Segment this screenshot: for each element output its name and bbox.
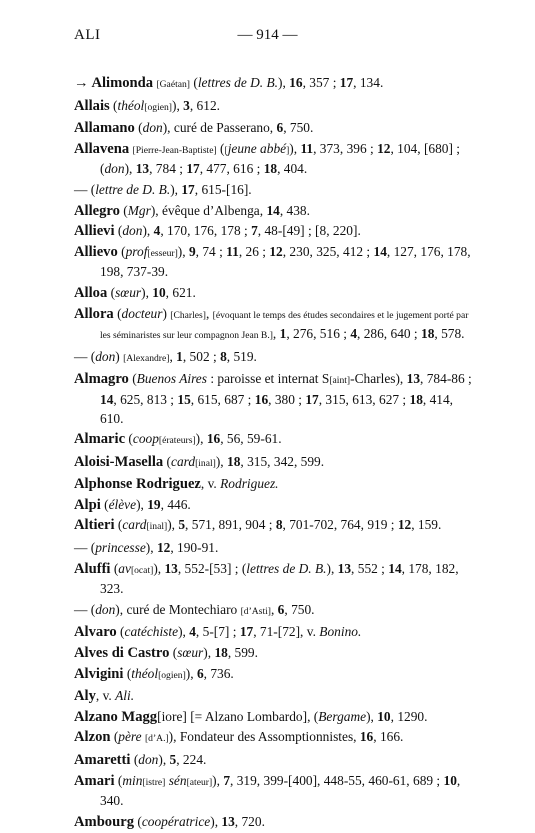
entry-text: ), — [136, 496, 148, 512]
entry-text: , 720. — [234, 813, 265, 829]
italic-text: don — [95, 601, 116, 617]
entry-text: , 178, 182, 323. — [100, 560, 459, 597]
entry-text: , 612. — [189, 97, 220, 113]
volume-number: 17 — [339, 75, 354, 90]
entry-text: ( — [107, 284, 116, 300]
entry-text: , 373, 396 ; — [313, 140, 378, 156]
headword: Aluffi — [74, 560, 111, 577]
italic-text: prof — [125, 243, 148, 259]
entry-text: ), — [124, 161, 136, 177]
italic-text: don — [95, 348, 116, 364]
small-text: [ateur] — [186, 776, 213, 788]
volume-number: 7 — [223, 772, 231, 788]
volume-number: 6 — [196, 665, 204, 681]
entry-text: , 502 ; — [182, 348, 221, 364]
italic-text: élève — [108, 496, 137, 512]
entry-text: , — [272, 326, 280, 342]
italic-text: av — [118, 560, 131, 576]
entry-text: , 621. — [165, 284, 196, 300]
volume-number: 8 — [220, 348, 227, 364]
index-entry — [74, 496, 476, 515]
entry-text: ( — [123, 665, 132, 681]
volume-number: 12 — [377, 140, 391, 156]
italic-text: jeune abbé — [227, 140, 287, 156]
headword: Alves di Castro — [74, 645, 170, 662]
entry-text: , v. — [95, 688, 116, 704]
volume-number: 18 — [421, 326, 435, 342]
volume-number: 7 — [251, 223, 258, 239]
volume-number: 18 — [263, 161, 278, 177]
entry-text: ), évêque d’Albenga, — [150, 202, 267, 218]
italic-text: sén — [168, 772, 187, 788]
entry-text: , 170, 176, 178 ; — [160, 223, 252, 239]
headword: Ambourg — [74, 813, 134, 830]
volume-number: 14 — [373, 243, 387, 259]
volume-number: 6 — [276, 120, 284, 136]
entry-text: ), — [366, 708, 378, 724]
volume-number: 12 — [269, 243, 283, 259]
entry-text: ), — [158, 752, 170, 767]
volume-number: 18 — [227, 453, 241, 469]
volume-number: 4 — [350, 326, 358, 342]
headword: Amari — [74, 772, 115, 789]
section-header: ALI — [74, 27, 101, 43]
volume-number: 13 — [135, 161, 150, 177]
entry-text: ( — [114, 223, 123, 239]
italic-text: don — [142, 120, 163, 136]
small-text: [d’A.] — [144, 733, 169, 745]
index-entry — [74, 475, 476, 494]
index-entry — [74, 623, 476, 642]
italic-text: docteur — [121, 305, 163, 321]
entry-text: , 404. — [277, 161, 308, 177]
italic-text: coop — [132, 431, 159, 447]
entry-text: ), — [210, 813, 222, 829]
headword: Allais — [74, 97, 110, 114]
entry-text: ( — [114, 772, 123, 788]
volume-number: 18 — [214, 645, 228, 661]
entry-text: , 784-86 ; — [420, 371, 472, 387]
entry-text: , 127, 176, 178, 198, 737-39. — [100, 243, 471, 280]
small-text: [érateurs] — [158, 435, 196, 447]
entry-text: , 230, 325, 412 ; — [282, 243, 374, 259]
entry-text: , 380 ; — [268, 391, 306, 407]
headword: Alimonda — [91, 75, 154, 91]
entry-text: , 319, 399-[400], 448-55, 460-61, 689 ; — [230, 772, 444, 788]
entry-text: -Charles), — [350, 371, 407, 387]
entry-text: , 1290. — [390, 708, 428, 724]
entry-text: , 519. — [226, 348, 257, 364]
italic-text: Rodriguez. — [220, 476, 279, 492]
entry-text: , 74 ; — [195, 243, 227, 259]
volume-number: 17 — [305, 391, 319, 407]
volume-number: 16 — [359, 729, 374, 745]
index-entry — [74, 665, 476, 686]
italic-text: Mgr — [127, 202, 151, 218]
volume-number: 8 — [275, 517, 283, 533]
entry-text: ), — [142, 223, 154, 239]
small-text: [inal] — [195, 457, 216, 469]
small-text: [Pierre-Jean-Baptiste] — [132, 144, 217, 156]
italic-text: sœur — [115, 284, 142, 300]
index-entry — [74, 140, 476, 179]
volume-number: 19 — [147, 496, 161, 512]
index-entry — [74, 202, 476, 221]
headword: Almagro — [74, 371, 129, 388]
volume-number: 3 — [183, 97, 190, 113]
index-entry — [74, 601, 476, 622]
italic-text: catéchiste — [124, 624, 179, 640]
volume-number: 17 — [239, 624, 254, 640]
entry-text: ) — [162, 305, 171, 321]
entry-text: , 750. — [283, 120, 314, 136]
entry-text: ), — [212, 772, 224, 788]
entry-text: , 159. — [411, 517, 442, 533]
entry-text: ( — [169, 645, 178, 661]
entry-text: ( — [130, 752, 139, 767]
volume-number: 14 — [100, 391, 114, 407]
volume-number: 6 — [277, 601, 285, 617]
entry-text: ( — [113, 305, 122, 321]
small-text: [ogien] — [158, 669, 186, 681]
index-entry — [74, 284, 476, 303]
entry-text: ( — [114, 517, 123, 533]
entry-text: ( — [128, 371, 137, 387]
volume-number: 11 — [226, 243, 239, 259]
entry-text: ), — [278, 75, 290, 90]
entry-text: , — [270, 601, 278, 617]
volume-number: 13 — [164, 560, 178, 576]
entry-text: , 315, 342, 599. — [240, 453, 325, 469]
entry-text: — ( — [74, 181, 96, 197]
index-entries — [74, 74, 476, 833]
italic-text: princesse — [95, 540, 146, 556]
entry-text: , 438. — [279, 202, 310, 218]
italic-text: Bonino. — [319, 624, 362, 640]
entry-text: , v. — [200, 476, 221, 492]
index-entry — [74, 453, 476, 474]
entry-text: , 446. — [160, 496, 191, 512]
volume-number: 5 — [169, 752, 177, 767]
index-entry — [74, 728, 476, 749]
entry-text: ), — [170, 181, 182, 197]
entry-text: ( — [134, 120, 143, 136]
entry-text: , 552-[53] ; ( — [177, 560, 247, 576]
entry-text: ( — [216, 140, 225, 156]
small-text: ] — [286, 144, 290, 156]
entry-text: , 750. — [284, 601, 315, 617]
index-entry — [74, 181, 476, 200]
volume-number: 10 — [152, 284, 166, 300]
entry-text: ( — [110, 560, 119, 576]
italic-text: card — [122, 517, 147, 533]
volume-number: 11 — [300, 140, 314, 156]
entry-text: , 276, 516 ; — [286, 326, 351, 342]
headword: Allavena — [74, 140, 130, 157]
entry-text: ) — [115, 348, 124, 364]
entry-text: ), — [177, 243, 189, 259]
italic-text: Buenos Aires — [136, 371, 207, 387]
entry-text: ), — [167, 517, 179, 533]
volume-number: 4 — [153, 223, 161, 239]
entry-text: ( — [117, 243, 126, 259]
headword: Allamano — [74, 120, 135, 137]
headword: Aly — [74, 688, 96, 705]
index-entry — [74, 97, 476, 118]
entry-text: , 784 ; — [149, 161, 187, 177]
entry-text: , 48-[49] ; [8, 220]. — [257, 223, 361, 239]
volume-number: 16 — [206, 431, 221, 447]
small-text: [Charles] — [170, 309, 206, 321]
volume-number: 17 — [181, 181, 195, 197]
small-text: [inal] — [146, 521, 168, 533]
volume-number: 15 — [177, 391, 191, 407]
entry-text: , 615, 687 ; — [190, 391, 255, 407]
small-text: [ogien] — [144, 101, 172, 113]
italic-text: lettres de D. B. — [246, 560, 327, 576]
volume-number: 17 — [186, 161, 200, 177]
entry-text: ( — [109, 97, 118, 113]
small-text: [évoquant le temps des études secondaires et le jugement porté par les séminaristes sur leur compagnon Jean B.] — [100, 309, 469, 342]
entry-text: — ( — [74, 540, 96, 556]
headword: Alpi — [74, 496, 101, 513]
italic-text: théol — [117, 97, 145, 113]
italic-text: théol — [131, 665, 159, 681]
entry-text: , 701-702, 764, 919 ; — [282, 517, 398, 533]
entry-text: , 71-[72], v. — [253, 624, 320, 640]
entry-text: ( — [190, 75, 198, 90]
index-entry — [74, 751, 476, 770]
entry-text: ( — [100, 496, 109, 512]
volume-number: 10 — [443, 772, 457, 788]
entry-text: , 552 ; — [351, 560, 389, 576]
small-text: [d’Asti] — [240, 605, 271, 617]
entry-text: ), — [326, 560, 338, 576]
headword: Alvaro — [74, 624, 117, 641]
entry-text: ( — [116, 624, 125, 640]
volume-number: 13 — [221, 813, 235, 829]
entry-text: ), — [289, 140, 301, 156]
entry-text: , — [169, 348, 177, 364]
entry-text: ), curé de Passerano, — [162, 120, 277, 136]
index-entry — [74, 370, 476, 428]
small-text: [aint] — [329, 375, 351, 387]
volume-number: 4 — [189, 624, 196, 640]
small-text: [ — [224, 144, 228, 156]
entry-text: ( — [125, 431, 133, 447]
volume-number: 1 — [279, 326, 287, 342]
volume-number: 12 — [397, 517, 412, 533]
headword: Alvigini — [74, 665, 124, 682]
entry-text: , 414, 610. — [100, 391, 454, 426]
entry-text: ( — [163, 453, 171, 469]
index-entry — [74, 644, 476, 663]
entry-text: : paroisse et internat S — [206, 371, 330, 387]
index-entry — [74, 74, 476, 95]
headword: Almaric — [74, 431, 126, 448]
volume-number: 14 — [266, 202, 280, 218]
index-entry — [74, 243, 476, 282]
italic-text: Bergame — [318, 708, 367, 724]
entry-text: , 166. — [373, 729, 404, 745]
headword: Alzon — [74, 729, 111, 746]
entry-text: ( — [110, 729, 119, 745]
entry-text: , 477, 616 ; — [199, 161, 264, 177]
entry-text: ), — [178, 624, 190, 640]
headword: Allievi — [74, 223, 115, 240]
italic-text: card — [171, 453, 196, 469]
italic-text: don — [104, 161, 125, 177]
entry-text: ), — [153, 560, 165, 576]
index-entry — [74, 348, 476, 369]
headword: Allegro — [74, 202, 120, 219]
headword: Alloa — [74, 284, 108, 301]
entry-text: , 104, [680] ; ( — [100, 140, 461, 177]
entry-text: ), curé de Montechiaro — [115, 601, 241, 617]
entry-text: , 315, 613, 627 ; — [318, 391, 410, 407]
volume-number: 12 — [156, 540, 171, 556]
index-entry — [74, 708, 476, 727]
small-text: [Gaétan] — [156, 79, 190, 90]
arrow-icon: → — [74, 75, 92, 91]
volume-number: 1 — [176, 348, 183, 364]
entry-text: , 357 ; — [302, 75, 340, 90]
entry-text: — ( — [74, 348, 96, 364]
volume-number: 9 — [188, 243, 196, 259]
small-text: [istre] — [142, 776, 166, 788]
volume-number: 10 — [377, 708, 391, 724]
small-text: [Alexandre] — [123, 352, 170, 364]
italic-text: coopératrice — [141, 813, 211, 829]
index-entry — [74, 222, 476, 241]
entry-text: , 56, 59-61. — [220, 431, 282, 447]
entry-text: ), — [172, 97, 184, 113]
volume-number: 16 — [254, 391, 269, 407]
entry-text: ), — [145, 540, 157, 556]
volume-number: 14 — [388, 560, 402, 576]
entry-text: , — [205, 305, 213, 321]
entry-text: ), — [195, 431, 207, 447]
italic-text: lettres de D. B. — [197, 75, 279, 90]
index-entry — [74, 305, 476, 346]
volume-number: 13 — [337, 560, 352, 576]
volume-number: 13 — [406, 371, 421, 387]
index-entry — [74, 119, 476, 138]
headword: Alzano Magg — [74, 708, 158, 725]
entry-text: ), Fondateur des Assomptionnistes, — [168, 729, 360, 745]
headword: Amaretti — [74, 752, 131, 768]
entry-text: , 286, 640 ; — [357, 326, 421, 342]
headword: Aloisi-Masella — [74, 453, 164, 470]
index-entry — [74, 687, 476, 706]
entry-text: , 599. — [227, 645, 258, 661]
entry-text: [iore] [= Alzano Lombardo], ( — [157, 708, 319, 724]
index-entry — [74, 539, 476, 558]
entry-text: , 190-91. — [170, 540, 219, 556]
entry-text: , 578. — [434, 326, 465, 342]
entry-text: , 224. — [176, 752, 207, 767]
index-entry — [74, 772, 476, 811]
entry-text: , 5-[7] ; — [195, 624, 240, 640]
entry-text: , 571, 891, 904 ; — [185, 517, 276, 533]
volume-number: 16 — [289, 75, 303, 90]
headword: Altieri — [74, 517, 115, 534]
small-text: [esseur] — [147, 247, 178, 259]
italic-text: min — [122, 772, 143, 788]
entry-text: ), — [215, 453, 227, 469]
entry-text: , 134. — [353, 75, 384, 90]
volume-number: 5 — [178, 517, 186, 533]
entry-text: ( — [134, 813, 142, 829]
entry-text: , 615-[16]. — [194, 181, 252, 197]
index-entry — [74, 560, 476, 599]
italic-text: don — [122, 223, 143, 239]
page-number: — 914 — — [237, 27, 298, 43]
headword: Allora — [74, 305, 114, 322]
volume-number: 18 — [409, 391, 423, 407]
entry-text: ( — [119, 202, 128, 218]
headword: Alphonse Rodriguez — [74, 476, 201, 493]
entry-text: , 736. — [203, 665, 234, 681]
entry-text: , 625, 813 ; — [113, 391, 178, 407]
italic-text: lettre de D. B. — [95, 181, 171, 197]
entry-text: , 340. — [100, 772, 461, 809]
italic-text: sœur — [177, 645, 204, 661]
italic-text: Ali. — [115, 688, 135, 704]
entry-text: ), — [185, 665, 197, 681]
headword: Allievo — [74, 243, 118, 260]
small-text: [ocat] — [130, 564, 154, 576]
entry-text: , 26 ; — [238, 243, 270, 259]
index-entry — [74, 813, 476, 832]
entry-text: ), — [203, 645, 215, 661]
index-entry — [74, 430, 476, 451]
entry-text: — ( — [74, 601, 96, 617]
italic-text: père — [118, 729, 142, 745]
italic-text: don — [138, 752, 159, 767]
entry-text: ), — [141, 284, 153, 300]
index-entry — [74, 516, 476, 537]
